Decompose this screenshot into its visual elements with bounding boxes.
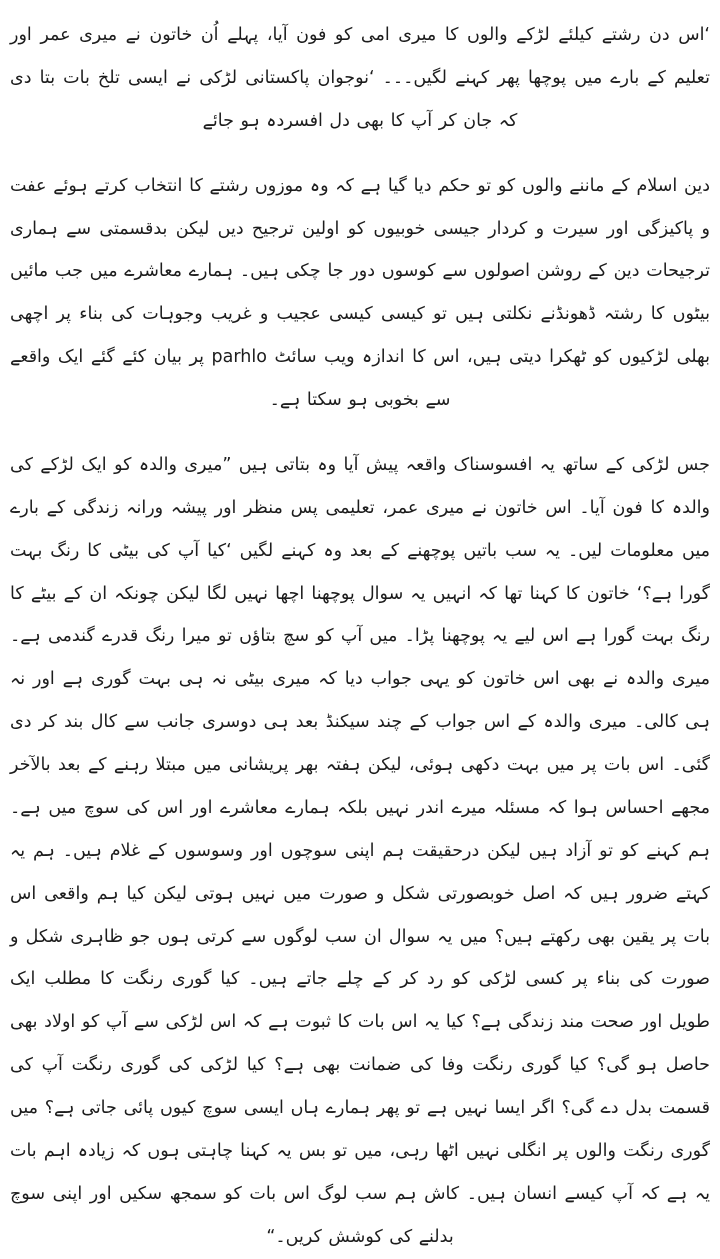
article-paragraph-3: جس لڑکی کے ساتھ یہ افسوسناک واقعہ پیش آیا وہ بتاتی ہیں ”میری والدہ کو ایک لڑکے کی والدہ کا فون آیا۔ اس خاتون نے میری عمر، تعلیمی پس منظر اور پیشہ ورانہ زندگی کے بارے میں معلومات لیں۔ یہ سب باتیں پوچھنے کے بعد وہ کہنے لگیں ‘کیا آپ کی بیٹی کا رنگ بہت گورا ہے؟‘ خاتون کا کہنا تھا کہ انہیں یہ سوال پوچھنا اچھا نہیں لگا لیکن چونکہ ان کے بیٹے کا رنگ بہت گورا ہے اس لیے یہ پوچھنا پڑا۔ میں آپ کو سچ بتاؤں تو میرا رنگ قدرے گندمی ہے۔ میری والدہ نے بھی اس خاتون کو یہی جواب دیا کہ میری بیٹی نہ ہی بہت گوری ہے اور نہ ہی کالی۔ میری والدہ کے اس جواب کے چند سیکنڈ بعد ہی دوسری جانب سے کال بند کر دی گئی۔ اس بات پر میں بہت دکھی ہوئی، لیکن ہفتہ بھر پریشانی میں مبتلا رہنے کے بعد بالآخر مجھے احساس ہوا کہ مسئلہ میرے اندر نہیں بلکہ ہمارے معاشرے اور اس کی سوچ میں ہے۔ ہم کہنے کو تو آزاد ہیں لیکن درحقیقت ہم اپنی سوچوں اور وسوسوں کے غلام ہیں۔ ہم یہ کہتے ضرور ہیں کہ اصل خوبصورتی شکل و صورت میں نہیں ہوتی لیکن کیا ہم واقعی اس بات پر یقین بھی رکھتے ہیں؟ میں یہ سوال ان سب لوگوں سے کرتی ہوں جو ظاہری شکل و صورت کی بناء پر کسی لڑکی کو رد کر کے چلے جاتے ہیں۔ کیا گوری رنگت کا مطلب ایک طویل اور صحت مند زندگی ہے؟ کیا یہ اس بات کا ثبوت ہے کہ اس لڑکی سے آپ کو اولاد بھی حاصل ہو گی؟ کیا گوری رنگت وفا کی ضمانت بھی ہے؟ کیا لڑکی کی گوری رنگت آپ کی قسمت بدل دے گی؟ اگر ایسا نہیں ہے تو پھر ہمارے ہاں ایسی سوچ کیوں پائی جاتی ہے؟ میں گوری رنگت والوں پر انگلی نہیں اٹھا رہی، میں تو بس یہ کہنا چاہتی ہوں کہ زیادہ اہم بات یہ ہے کہ آپ کیسے انسان ہیں۔ کاش ہم سب لوگ اس بات کو سمجھ سکیں اور اپنی سوچ بدلنے کی کوشش کریں۔“ [10, 454, 710, 1247]
article-paragraph-2: دین اسلام کے ماننے والوں کو تو حکم دیا گیا ہے کہ وہ موزوں رشتے کا انتخاب کرتے ہوئے عفت و پاکیزگی اور سیرت و کردار جیسی خوبیوں کو اولین ترجیح دیں لیکن بدقسمتی سے ہماری ترجیحات دین کے روشن اصولوں سے کوسوں دور جا چکی ہیں۔ ہمارے معاشرے میں جب مائیں بیٹوں کا رشتہ ڈھونڈنے نکلتی ہیں تو کیسی کیسی عجیب و غریب وجوہات کی بناء پر اچھی بھلی لڑکیوں کو ٹھکرا دیتی ہیں، اس کا اندازہ ویب سائٹ parhlo پر بیان کئے گئے ایک واقعے سے بخوبی ہو سکتا ہے۔ [10, 175, 710, 410]
article-paragraph-1: ‘اس دن رشتے کیلئے لڑکے والوں کا میری امی کو فون آیا، پہلے اُن خاتون نے میری عمر اور تعلیم کے بارے میں پوچھا پھر کہنے لگیں۔۔۔ ‘نوجوان پاکستانی لڑکی نے ایسی تلخ بات بتا دی کہ جان کر آپ کا بھی دل افسردہ ہو جائے [10, 25, 710, 131]
